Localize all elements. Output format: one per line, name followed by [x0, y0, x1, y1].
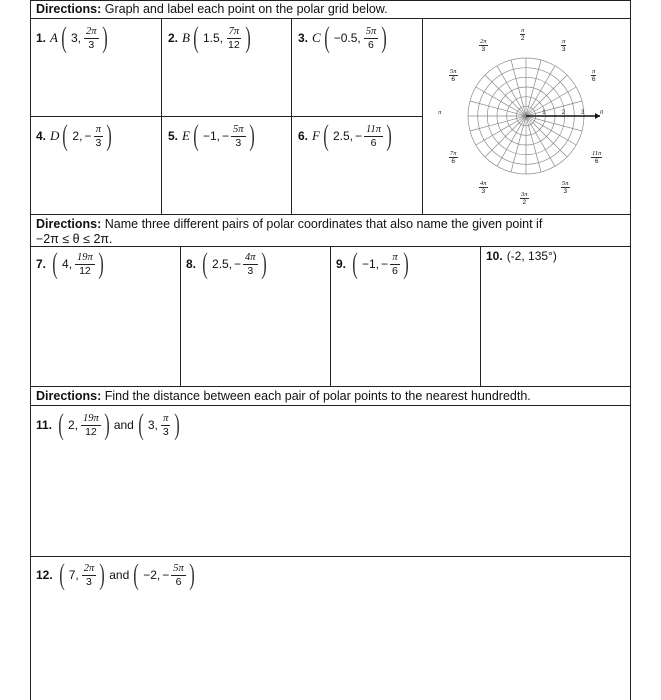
problem-10: 10. (-2, 135°) — [486, 249, 557, 263]
problem-1: 1. A ( 3, 2π 3 ) — [36, 21, 108, 54]
problem-2: 2. B ( 1.5, 7π 12 ) — [168, 21, 251, 54]
polar-grid-svg[interactable] — [422, 18, 630, 214]
worksheet — [30, 0, 630, 700]
problem-6: 6. F ( 2.5, − $\frac{11\pi}{6}$ ) — [298, 119, 392, 152]
rule-4 — [30, 386, 630, 387]
problem-11: 11. ( 2, 19π 12 ) and ( 3, π 3 ) — [36, 408, 180, 441]
rule-s2-b — [330, 246, 331, 386]
problem-4: 4. D ( 2, − $\frac{\pi}{3}$ ) — [36, 119, 113, 152]
rule-top — [30, 0, 630, 1]
problem-12: 12. ( 7, 2π 3 ) and ( −2, − $\frac{5\pi}{6}$ ) — [36, 558, 195, 591]
rule-s1-mid — [30, 116, 422, 117]
polar-grid[interactable] — [422, 18, 630, 214]
rule-s2-c — [480, 246, 481, 386]
radius-label-1: 1 — [542, 110, 546, 116]
angle-label-60: π 3 — [561, 37, 566, 53]
angle-label-240: 4π 3 — [480, 180, 487, 195]
directions-graph: Directions: Graph and label each point on the polar grid below. — [36, 2, 388, 16]
angle-label-180: π — [438, 109, 442, 116]
angle-label-300: 5π 3 — [562, 180, 569, 195]
angle-label-150: 5π 6 — [449, 68, 457, 83]
rule-s2-a — [180, 246, 181, 386]
rule-5 — [30, 405, 630, 406]
condition-text: −2π ≤ θ ≤ 2π. — [36, 232, 113, 246]
rule-6 — [30, 556, 630, 557]
rule-left — [30, 0, 31, 700]
angle-label-30: π 6 — [591, 68, 596, 83]
problem-7: 7. ( 4, 19π 12 ) — [36, 247, 104, 280]
angle-label-90: π 2 — [520, 27, 525, 42]
radius-label-2: 2 — [561, 110, 566, 116]
directions-distance: Directions: Find the distance between each pair of polar points to the nearest hundredth. — [36, 389, 531, 403]
angle-label-120: 2π 3 — [480, 37, 487, 53]
directions-equivalent: Directions: Name three different pairs of polar coordinates that also name the given point if −2π ≤ θ ≤ 2π. — [36, 217, 543, 246]
problem-5: 5. E ( −1, − $\frac{5\pi}{3}$ ) — [168, 119, 255, 152]
problem-9: 9. ( −1, − $\frac{\pi}{6}$ ) — [336, 247, 409, 280]
problem-3: 3. C ( −0.5, 5π 6 ) — [298, 21, 387, 54]
angle-label-330: 11π 6 — [592, 150, 602, 165]
rule-right — [630, 0, 631, 700]
angle-label-0: 0 — [600, 109, 604, 116]
angle-label-270: 3π 2 — [521, 191, 528, 206]
angle-label-210: 7π 6 — [449, 150, 457, 165]
radius-label-3: 3 — [581, 110, 585, 116]
problem-8: 8. ( 2.5, − $\frac{4\pi}{3}$ ) — [186, 247, 267, 280]
